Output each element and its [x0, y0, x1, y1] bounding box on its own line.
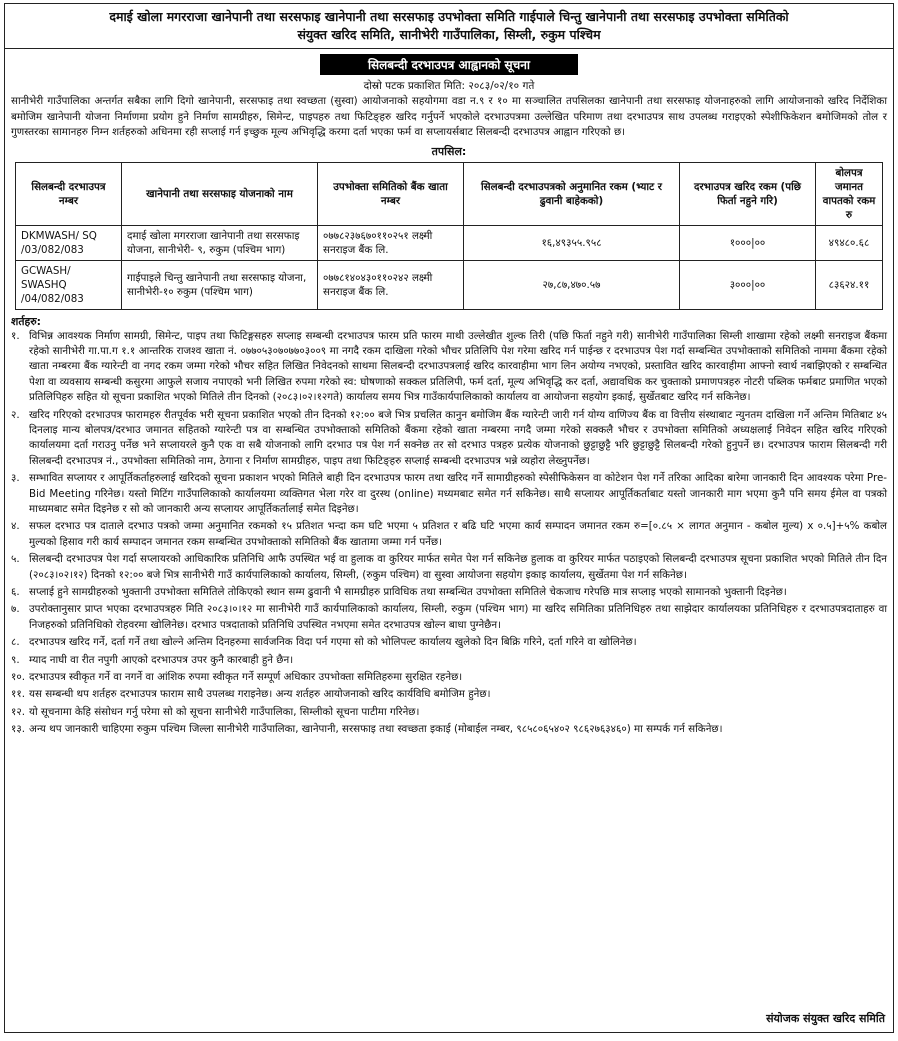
- term-text: सिलबन्दी दरभाउपत्र पेश गर्दा सप्लायरको आधिकारिक प्रतिनिधि आफै उपस्थित भई वा हुलाक वा कुरियर मार्फत समेत पेश गर्न सकिनेछ हुलाक वा कुरियर मार्फत पठाइएको सिलबन्दी दरभाउपत्र सूचना प्रकाशित भएको मितिले तीन दिन (२०८३।०२।१२) दिनको १२:०० बजे भित्र सानीभेरी गाउँ कार्यपालिकाको कार्यालय, सिम्ली, (रुकुम पश्चिम) वा सुस्वा आयोजना सहयोग इकाइ कार्यालय, सुर्खेतमा पेश गर्न सकिनेछ।: [29, 553, 887, 581]
- cell-account: ०७७८१४०४३०११०२४२ लक्ष्मी सनराइज बैंक लि.: [318, 260, 464, 309]
- term-item: [5, 670, 893, 687]
- col-header-number: सिलबन्दी दरभाउपत्र नम्बर: [16, 162, 122, 225]
- term-number: ८.: [11, 636, 20, 649]
- cell-account: ०७७८२३७६७०११०२५१ लक्ष्मी सनराइज बैंक लि.: [318, 225, 464, 260]
- term-number: ५.: [11, 553, 20, 566]
- header-line-2: संयुक्त खरिद समिति, सानीभेरी गाउँपालिका, सिम्ली, रुकुम पश्चिम: [297, 27, 601, 42]
- term-text: उपरोक्तानुसार प्राप्त भएका दरभाउपत्रहरु मिति २०८३।०।१२ मा सानीभेरी गाउँ कार्यपालिकाको कार्यालय, सिम्ली, रुकुम (पश्चिम भाग) मा खरिद समितिका प्रतिनिधिहरु तथा साझेदार कार्यालयका प्रतिनिधिहरु र दरभाउपत्रदाताहरु वा निजहरुको प्रतिनिधिको रोहवरमा खोलिनेछ। दरभाउ पत्रदाताको प्रतिनिधि उपस्थित नभएमा समेत दरभाउपत्र खोल्न बाधा पुग्नेछैन।: [29, 603, 887, 631]
- term-text: सफल दरभाउ पत्र दाताले दरभाउ पत्रको जम्मा अनुमानित रकमको १५ प्रतिशत भन्दा कम घटि भएमा ५ प्रतिशत र बढि घटि भएमा कार्य सम्पादन जमानत रकम रु=[०.८५ × लागत अनुमान - कबोल मुल्य) x ०.५]+५% कबोल मुल्यको हिसाव गरी कार्य सम्पादन जमानत रकम सम्बन्धित उपभोक्ताको समितिको बैंक खातामा जम्मा गर्न पर्नेछ।: [29, 520, 887, 548]
- col-header-estimate: सिलबन्दी दरभाउपत्रको अनुमानित रकम (भ्याट र ढुवानी बाहेकको): [464, 162, 680, 225]
- cell-estimate: २७,८७,४७०.५७: [464, 260, 680, 309]
- term-item: [5, 687, 893, 704]
- notice-title-banner: सिलबन्दी दरभाउपत्र आह्वानको सूचना: [320, 54, 578, 75]
- term-number: १३.: [11, 723, 25, 736]
- cell-number: DKMWASH/ SQ /03/082/083: [16, 225, 122, 260]
- term-number: ११.: [11, 688, 25, 701]
- table-row: [16, 260, 883, 309]
- cell-estimate: १६,४९३५५.९५८: [464, 225, 680, 260]
- cell-bond: ८३६२४.११: [816, 260, 883, 309]
- cell-fee: ३०००|००: [680, 260, 816, 309]
- banner-wrap: [5, 54, 893, 75]
- term-number: ९.: [11, 653, 20, 666]
- term-number: १२.: [11, 705, 25, 718]
- publication-date: दोस्रो पटक प्रकाशित मिति: २०८३/०२/१० गते: [363, 80, 535, 92]
- terms-list: [5, 329, 893, 740]
- term-item: [5, 552, 893, 585]
- cell-number: GCWASH/ SWASHQ /04/082/083: [16, 260, 122, 309]
- table-row: [16, 225, 883, 260]
- term-item: [5, 602, 893, 635]
- cell-bond: ४९४८०.६८: [816, 225, 883, 260]
- term-number: १०.: [11, 671, 25, 684]
- term-item: [5, 653, 893, 670]
- term-text: यस सम्बन्धी थप शर्तहरु दरभाउपत्र फाराम साथै उपलब्ध गराइनेछ। अन्य शर्तहरु आयोजनाको खरिद कार्यविधि बमोजिम हुनेछ।: [29, 688, 491, 701]
- term-text: अन्य थप जानकारी चाहिएमा रुकुम पश्चिम जिल्ला सानीभेरी गाउँपालिका, खानेपानी, सरसफाइ तथा स्वच्छता इकाई (मोबाईल नम्बर, ९८५८०६५४०२ ९८६२७६३४६०) मा सम्पर्क गर्न सकिनेछ।: [29, 723, 723, 736]
- term-text: विभिन्न आवश्यक निर्माण सामग्री, सिमेन्ट, पाइप तथा फिटिङ्गसहरु सप्लाइ सम्बन्धी दरभाउपत्र फारम प्रति फारम माथी उल्लेखीत शुल्क तिरी (पछि फिर्ता नहुने गरी) सानीभेरी गाउँपालिका सिम्ली शाखामा रहेको लक्ष्मी सनराइज बैंकमा रहेको सानीभेरी गा.पा.ग १.१ आन्तरिक राजश्व खाता नं. ०७७०५३०७०७७०३००९ मा नगदै रकम दाखिला गरेको भौचर प्रतिलिपि पेश गरेमा खरिद गर्न पाईन्छ र दरभाउपत्र पेश गर्दा सम्बन्धित उपभोक्ताको समितिको नाममा बैंकमा रहेको खाता नम्बरमा बैंक ग्यारेन्टी वा नगद रकम जम्मा गरेको भौचर सहित लिखित निवेदनको साथमा सिलबन्दी दरभाउपत्रलाई खरिद कारवाहीमा भाग लिन अयोग्य नभएको, प्रस्तावित खरिद कारवाहीमा आफ्नो स्वार्थ नबाझिएको र सम्बन्धित पेशा वा व्यवसाय सम्बन्धी कसुरमा आफुले सजाय नपाएको भनी लिखित रुपमा गरेको स्व: घोषणाको सक्कल प्रतिलिपी, फर्म दर्ता, मूल्य अभिवृद्धि कर दर्ता, अद्यावधिक कर चुक्ताको प्रमाणपत्रहरु नोटरी पब्लिक फर्मबाट प्रमाणित भएको प्रतिलिपिहरु सहित यो सूचना प्रकाशित भएको मितिले तीन दिनको (२०८३।०२।१२गते) कार्यालय समय भित्र गाउँकार्यपालिकाको कार्यालय वा आयोजना सहयोग इकाई, सुर्खेतबाट खरिद गर्न सकिनेछ।: [29, 329, 887, 404]
- term-item: [5, 471, 893, 519]
- term-text: सम्भावित सप्लायर र आपूर्तिकर्ताहरुलाई खरिदको सूचना प्रकाशन भएको मितिले बाही दिन दरभाउपत्र फारम तथा खरिद गर्ने सामाग्रीहरुको स्पेसीफिकेसन वा कोटेशन पेश गर्ने तरिका आदिका बारेमा जानकारी दिन आवश्यक परेमा Pre-Bid Meeting गरिनेछ। यस्तो मिटिंग गाउँपालिकाको कार्यालयमा व्यक्तिगत भेला गरेर वा दुरस्थ (online) मध्यमबाट समेत गर्न सकिनेछ। साथै सप्लायर आपूर्तिकर्ताबाट यस्तो जानकारी माग भएमा कुनै पनि समय ईमेल वा पत्रको माध्यमबाट समेत दिइनेछ र सो को जानकारी अन्य सप्लायर आपूर्तिकर्तालाई समेत दिइनेछ।: [29, 472, 887, 515]
- notice-page: [4, 3, 894, 1033]
- col-header-scheme: खानेपानी तथा सरसफाइ योजनाको नाम: [122, 162, 318, 225]
- signature-line: संयोजक संयुक्त खरिद समिति: [766, 1012, 885, 1025]
- term-number: १.: [11, 329, 20, 342]
- term-item: [5, 408, 893, 472]
- term-item: [5, 329, 893, 408]
- term-text: सप्लाई हुने सामग्रीहरुको भुक्तानी उपभोक्ता समितिले तोकिएको स्थान सम्म ढुवानी भै सामग्रीहरु प्राविधिक तथा सम्बन्धित उपभोक्ता समितिले चेकजाच गरेपछि मात्र सप्लाइ भएको सामानको भुक्तानी दिइनेछ।: [29, 586, 787, 598]
- term-item: [5, 705, 893, 722]
- col-header-bond: बोलपत्र जमानत वापतको रकम रु: [816, 162, 883, 225]
- table-title: तपसिल:: [431, 144, 467, 158]
- term-item: [5, 519, 893, 552]
- table-header-row: [16, 162, 883, 225]
- header-line-1: दमाई खोला मगरराजा खानेपानी तथा सरसफाइ खानेपानी तथा सरसफाइ उपभोक्ता समिति गाईपाले चिन्तु खानेपानी तथा सरसफाइ उपभोक्ता समितिको: [109, 9, 789, 24]
- term-number: ४.: [11, 520, 20, 533]
- term-text: दरभाउपत्र खरिद गर्ने, दर्ता गर्ने तथा खोल्ने अन्तिम दिनहरुमा सार्वजनिक विदा पर्न गएमा सो को भोलिपल्ट कार्यालय खुलेको दिन बिक्रि गरिने, दर्ता गरिने वा खोलिनेछ।: [29, 636, 637, 649]
- notice-header: [5, 4, 893, 49]
- term-number: ३.: [11, 472, 20, 485]
- col-header-fee: दरभाउपत्र खरिद रकम (पछि फिर्ता नहुने गरि): [680, 162, 816, 225]
- term-text: दरभाउपत्र स्वीकृत गर्ने वा नगर्ने वा आंशिक रुपमा स्वीकृत गर्ने सम्पूर्ण अधिकार उपभोक्ता समितिहरुमा सुरक्षित रहनेछ।: [29, 671, 463, 684]
- term-number: ६.: [11, 586, 20, 598]
- schedule-table: [15, 162, 883, 310]
- term-number: २.: [11, 408, 20, 421]
- cell-scheme: दमाई खोला मगरराजा खानेपानी तथा सरसफाइ योजना, सानीभेरी- ९, रुकुम (पश्चिम भाग): [122, 225, 318, 260]
- term-item: [5, 722, 893, 739]
- term-item: [5, 635, 893, 652]
- term-text: म्याद नाघी वा रीत नपुगी आएको दरभाउपत्र उपर कुनै कारबाही हुने छैन।: [29, 653, 294, 666]
- cell-scheme: गाईपाइले चिन्तु खानेपानी तथा सरसफाइ योजना, सानीभेरी-१० रुकुम (पश्चिम भाग): [122, 260, 318, 309]
- terms-title: शर्तहरु:: [11, 314, 42, 328]
- intro-paragraph: सानीभेरी गाउँपालिका अन्तर्गत सबैका लागि दिगो खानेपानी, सरसफाइ तथा स्वच्छता (सुस्वा) आयोजनाको सहयोगमा वडा न.९ र १० मा सञ्चालित तपसिलका खानेपानी तथा सरसफाइ योजनाहरुको लागि आयोजनाको खरिद निर्देशिका बमोजिम खानेपानी योजना निर्माणमा प्रयोग हुने निर्माण सामग्रीहरु, सिमेन्ट, पाइपहरु तथा फिटिङ्हरु खरिद गर्नुपर्ने भएकोले दरभाउपत्रमा उल्लेखित परिमाण तथा दरभाउपत्र साथ उपलब्ध गराइएको स्पेशीफिकेशन बमोजिमको तोल र गुणस्तरका सामानहरु निम्न शर्तहरुको अधिनमा रही सप्लाई गर्न इच्छुक मूल्य अभिवृद्धि करमा दर्ता भएका फर्म वा सप्लायर्सबाट सिलबन्दी दरभाउपत्र आह्वान गरिएको छ।: [11, 95, 887, 138]
- term-number: ७.: [11, 603, 20, 616]
- term-text: यो सूचनामा केहि संसोधन गर्नु परेमा सो को सूचना सानीभेरी गाउँपालिका, सिम्लीको सूचना पाटीमा गरिनेछ।: [29, 705, 420, 718]
- cell-fee: १०००|००: [680, 225, 816, 260]
- term-item: [5, 585, 893, 602]
- term-text: खरिद गरिएको दरभाउपत्र फारामहरु रीतपूर्वक भरी सूचना प्रकाशित भएको तीन दिनको १२:०० बजे भित्र प्रचलित कानुन बमोजिम बैंक ग्यारेन्टी जारी गर्न योग्य वाणिज्य बैंक वा वित्तीय संस्थाबाट न्युनतम दाखिला गर्ने अन्तिम मितिबाट ४५ दिनलाइ मान्य बोलपत्र/दरभाउ जमानत सहितको ग्यारेन्टी पत्र वा सम्बन्धित उपभोक्ताको समितिको बैंकमा रहेको खाता नम्बरमा नगदै जम्मा गरेको सक्कलै भौचर र उपभोक्ता समितिको अध्यक्षलाई निवेदन सहित खरिद गरिएको कार्यालयमा दर्ता गराउनु पर्नेछ भने सप्लायरले कुनै एक वा सबै योजनाको लागि दरभाउ पत्र पेश गर्न सक्नेछ तर सो दरभाउ पत्रहरु प्रत्येक योजनाको छुट्टाछुट्टै भरि छुट्टाछुट्टै सिलबन्दी गरेको हुनुपर्ने छ। दरभाउपत्र फाराम सिलबन्दी गरी सिलबन्दी दरभाउपत्र नं., उपभोक्ता समितिको नाम, ठेगाना र निर्माण सामग्रीहरु, पाइप तथा फिटिङ्हरु सप्लाई सम्बन्धी दरभाउपत्र भन्ने व्यहोरा लेख्नुपर्नेछ।: [29, 408, 887, 467]
- col-header-account: उपभोक्ता समितिको बैंक खाता नम्बर: [318, 162, 464, 225]
